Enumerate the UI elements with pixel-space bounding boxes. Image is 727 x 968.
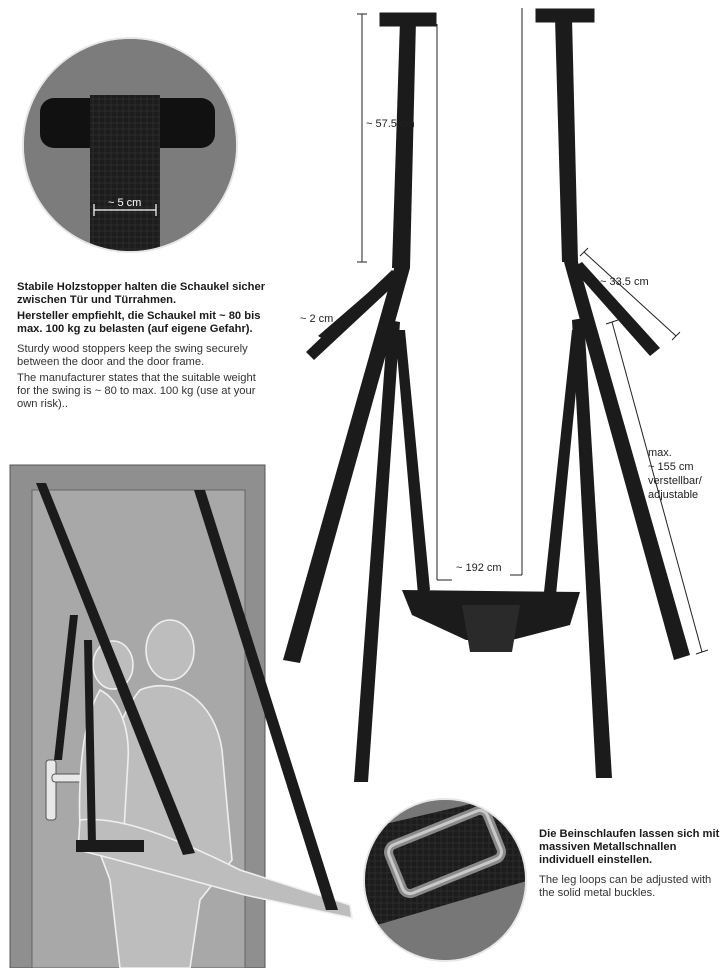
description-bottom-en: The leg loops can be adjusted with the solid metal buckles. (539, 874, 712, 899)
handle-length-label: max. ~ 155 cm verstellbar/ adjustable (648, 447, 702, 501)
strap-width-label: ~ 2 cm (300, 313, 334, 325)
top-strap-length-label: ~ 57.5 cm (366, 118, 415, 130)
description-en-1: Sturdy wood stoppers keep the swing securely between the door and the door frame. (17, 343, 248, 368)
description-de-2: Hersteller empfiehlt, die Schaukel mit ~ 80 bis max. 100 kg zu belasten (auf eigene Gefahr). (17, 310, 261, 335)
description-bottom (539, 828, 724, 900)
stopper-width-label: ~ 5 cm (108, 197, 142, 209)
description-en-2: The manufacturer states that the suitable weight for the swing is ~ 80 to max. 100 kg (use at your own risk).. (17, 372, 256, 410)
leg-loop-length-label: ~ 33.5 cm (600, 276, 649, 288)
description-de-1: Stabile Holzstopper halten die Schaukel sicher zwischen Tür und Türrahmen. (17, 281, 266, 306)
total-length-label: ~ 192 cm (456, 562, 502, 574)
description-bottom-de: Die Beinschlaufen lassen sich mit massiven Metallschnallen individuell einstellen. (539, 828, 720, 866)
